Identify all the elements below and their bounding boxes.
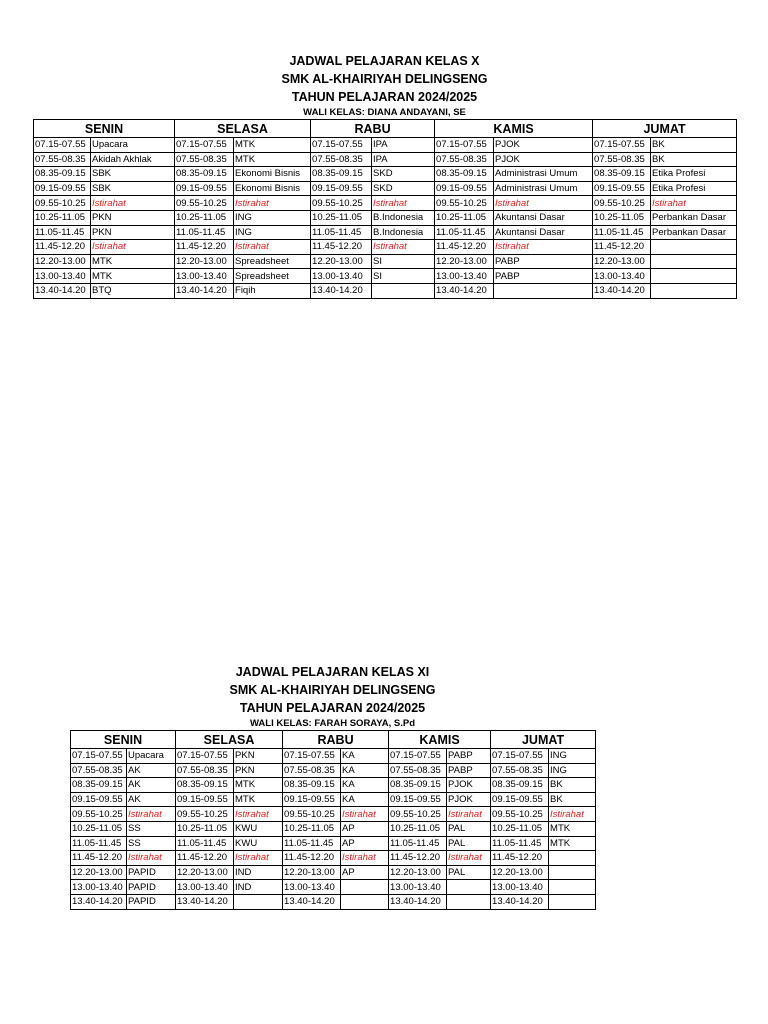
time-cell: 07.55-08.35 <box>176 763 234 778</box>
time-cell: 07.55-08.35 <box>435 152 494 167</box>
time-cell: 09.55-10.25 <box>389 807 447 822</box>
time-cell: 08.35-09.15 <box>593 167 651 182</box>
day-header-rabu: RABU <box>283 731 389 749</box>
subject-cell: SBK <box>91 181 175 196</box>
time-cell: 11.05-11.45 <box>389 836 447 851</box>
time-cell: 12.20-13.00 <box>491 865 549 880</box>
schedule-body <box>71 749 596 910</box>
table-row <box>71 836 596 851</box>
subject-cell: Istirahat <box>234 240 311 255</box>
time-cell: 08.35-09.15 <box>71 778 127 793</box>
time-cell: 13.00-13.40 <box>283 880 341 895</box>
time-cell: 10.25-11.05 <box>283 821 341 836</box>
table-row <box>71 865 596 880</box>
subject-cell: Istirahat <box>91 196 175 211</box>
time-cell: 11.05-11.45 <box>491 836 549 851</box>
homeroom-teacher: WALI KELAS: DIANA ANDAYANI, SE <box>303 107 466 118</box>
subject-cell: B.Indonesia <box>372 210 435 225</box>
subject-cell: IPA <box>372 138 435 153</box>
time-cell: 10.25-11.05 <box>71 821 127 836</box>
time-cell: 12.20-13.00 <box>593 254 651 269</box>
subject-cell <box>549 894 596 909</box>
time-cell: 09.15-09.55 <box>175 181 234 196</box>
time-cell: 09.55-10.25 <box>491 807 549 822</box>
subject-cell: Fiqih <box>234 283 311 298</box>
subject-cell: Akidah Akhlak <box>91 152 175 167</box>
time-cell: 07.15-07.55 <box>71 749 127 764</box>
subject-cell: IND <box>234 865 283 880</box>
subject-cell: Istirahat <box>234 807 283 822</box>
subject-cell: PABP <box>494 254 593 269</box>
time-cell: 09.15-09.55 <box>71 792 127 807</box>
time-cell: 09.15-09.55 <box>311 181 372 196</box>
time-cell: 07.55-08.35 <box>389 763 447 778</box>
subject-cell: Istirahat <box>234 196 311 211</box>
subject-cell <box>341 894 389 909</box>
subject-cell: Etika Profesi <box>651 167 737 182</box>
time-cell: 13.40-14.20 <box>491 894 549 909</box>
subject-cell: PKN <box>234 749 283 764</box>
subject-cell: MTK <box>234 792 283 807</box>
subject-cell <box>651 283 737 298</box>
day-header-selasa: SELASA <box>175 120 311 138</box>
subject-cell: Istirahat <box>341 807 389 822</box>
table-row <box>34 240 737 255</box>
time-cell: 10.25-11.05 <box>389 821 447 836</box>
subject-cell: Istirahat <box>494 240 593 255</box>
subject-cell: MTK <box>234 138 311 153</box>
school-name: SMK AL-KHAIRIYAH DELINGSENG <box>229 683 436 697</box>
table-row <box>71 763 596 778</box>
time-cell: 13.00-13.40 <box>175 269 234 284</box>
time-cell: 10.25-11.05 <box>311 210 372 225</box>
time-cell: 07.15-07.55 <box>176 749 234 764</box>
time-cell: 11.05-11.45 <box>311 225 372 240</box>
subject-cell <box>341 880 389 895</box>
subject-cell: Istirahat <box>447 807 491 822</box>
subject-cell: Spreadsheet <box>234 269 311 284</box>
schedule-table <box>70 730 596 910</box>
table-row <box>34 196 737 211</box>
subject-cell: ING <box>549 749 596 764</box>
time-cell: 11.45-12.20 <box>311 240 372 255</box>
subject-cell: KA <box>341 763 389 778</box>
time-cell: 10.25-11.05 <box>435 210 494 225</box>
time-cell: 11.45-12.20 <box>71 851 127 866</box>
time-cell: 07.15-07.55 <box>175 138 234 153</box>
time-cell: 07.55-08.35 <box>71 763 127 778</box>
time-cell: 12.20-13.00 <box>435 254 494 269</box>
time-cell: 07.55-08.35 <box>34 152 91 167</box>
time-cell: 13.00-13.40 <box>593 269 651 284</box>
time-cell: 13.40-14.20 <box>389 894 447 909</box>
subject-cell: Istirahat <box>341 851 389 866</box>
subject-cell: KWU <box>234 821 283 836</box>
time-cell: 07.15-07.55 <box>593 138 651 153</box>
time-cell: 11.45-12.20 <box>389 851 447 866</box>
subject-cell: PKN <box>91 225 175 240</box>
time-cell: 10.25-11.05 <box>176 821 234 836</box>
time-cell: 10.25-11.05 <box>34 210 91 225</box>
time-cell: 09.55-10.25 <box>593 196 651 211</box>
subject-cell: AP <box>341 865 389 880</box>
time-cell: 11.05-11.45 <box>175 225 234 240</box>
subject-cell: PKN <box>234 763 283 778</box>
subject-cell: KA <box>341 792 389 807</box>
subject-cell: AP <box>341 821 389 836</box>
subject-cell <box>549 865 596 880</box>
time-cell: 11.05-11.45 <box>71 836 127 851</box>
time-cell: 08.35-09.15 <box>491 778 549 793</box>
subject-cell <box>651 254 737 269</box>
subject-cell: Istirahat <box>651 196 737 211</box>
subject-cell: SKD <box>372 181 435 196</box>
subject-cell: SKD <box>372 167 435 182</box>
table-row <box>71 821 596 836</box>
schedule-title: JADWAL PELAJARAN KELAS XI <box>235 665 430 679</box>
subject-cell: SBK <box>91 167 175 182</box>
time-cell: 13.00-13.40 <box>34 269 91 284</box>
subject-cell: Spreadsheet <box>234 254 311 269</box>
day-header-row <box>34 120 737 138</box>
day-header-rabu: RABU <box>311 120 435 138</box>
subject-cell: Ekonomi Bisnis <box>234 167 311 182</box>
time-cell: 09.55-10.25 <box>283 807 341 822</box>
time-cell: 09.15-09.55 <box>491 792 549 807</box>
time-cell: 11.45-12.20 <box>593 240 651 255</box>
subject-cell: Istirahat <box>447 851 491 866</box>
subject-cell: PABP <box>494 269 593 284</box>
table-row <box>34 181 737 196</box>
subject-cell: MTK <box>234 778 283 793</box>
time-cell: 07.55-08.35 <box>593 152 651 167</box>
time-cell: 08.35-09.15 <box>389 778 447 793</box>
subject-cell: Istirahat <box>372 196 435 211</box>
time-cell: 09.15-09.55 <box>389 792 447 807</box>
subject-cell: AK <box>127 763 176 778</box>
subject-cell: PKN <box>91 210 175 225</box>
time-cell: 08.35-09.15 <box>176 778 234 793</box>
subject-cell: SS <box>127 836 176 851</box>
time-cell: 09.55-10.25 <box>71 807 127 822</box>
time-cell: 11.45-12.20 <box>175 240 234 255</box>
time-cell: 12.20-13.00 <box>175 254 234 269</box>
time-cell: 07.55-08.35 <box>311 152 372 167</box>
table-row <box>71 807 596 822</box>
subject-cell: BK <box>651 152 737 167</box>
subject-cell: PJOK <box>447 778 491 793</box>
time-cell: 09.15-09.55 <box>593 181 651 196</box>
subject-cell: Istirahat <box>127 851 176 866</box>
subject-cell <box>234 894 283 909</box>
schedule-title: JADWAL PELAJARAN KELAS X <box>289 54 480 68</box>
time-cell: 13.00-13.40 <box>491 880 549 895</box>
table-row <box>34 283 737 298</box>
subject-cell: Upacara <box>127 749 176 764</box>
subject-cell: PAPID <box>127 865 176 880</box>
subject-cell: PJOK <box>494 152 593 167</box>
day-header-kamis: KAMIS <box>435 120 593 138</box>
subject-cell: Ekonomi Bisnis <box>234 181 311 196</box>
table-row <box>71 894 596 909</box>
subject-cell: PAL <box>447 836 491 851</box>
subject-cell: Istirahat <box>372 240 435 255</box>
time-cell: 07.15-07.55 <box>389 749 447 764</box>
time-cell: 13.00-13.40 <box>311 269 372 284</box>
time-cell: 12.20-13.00 <box>34 254 91 269</box>
time-cell: 09.55-10.25 <box>435 196 494 211</box>
subject-cell: Istirahat <box>234 851 283 866</box>
day-header-row <box>71 731 596 749</box>
time-cell: 13.40-14.20 <box>593 283 651 298</box>
time-cell: 08.35-09.15 <box>283 778 341 793</box>
subject-cell: MTK <box>549 836 596 851</box>
subject-cell: PAL <box>447 821 491 836</box>
subject-cell: Istirahat <box>549 807 596 822</box>
time-cell: 13.40-14.20 <box>34 283 91 298</box>
table-row <box>34 138 737 153</box>
time-cell: 10.25-11.05 <box>593 210 651 225</box>
time-cell: 07.15-07.55 <box>491 749 549 764</box>
subject-cell: Perbankan Dasar <box>651 210 737 225</box>
time-cell: 11.05-11.45 <box>176 836 234 851</box>
subject-cell: PJOK <box>447 792 491 807</box>
subject-cell: SI <box>372 269 435 284</box>
subject-cell <box>651 269 737 284</box>
subject-cell: Perbankan Dasar <box>651 225 737 240</box>
time-cell: 13.40-14.20 <box>283 894 341 909</box>
day-header-jumat: JUMAT <box>491 731 596 749</box>
time-cell: 08.35-09.15 <box>175 167 234 182</box>
day-header-senin: SENIN <box>34 120 175 138</box>
time-cell: 13.40-14.20 <box>311 283 372 298</box>
time-cell: 09.15-09.55 <box>283 792 341 807</box>
subject-cell: ING <box>234 225 311 240</box>
subject-cell: Akuntansi Dasar <box>494 210 593 225</box>
subject-cell: ING <box>234 210 311 225</box>
time-cell: 07.55-08.35 <box>175 152 234 167</box>
time-cell: 07.55-08.35 <box>491 763 549 778</box>
subject-cell <box>549 851 596 866</box>
subject-cell: Istirahat <box>91 240 175 255</box>
time-cell: 13.40-14.20 <box>176 894 234 909</box>
time-cell: 11.05-11.45 <box>283 836 341 851</box>
subject-cell: SS <box>127 821 176 836</box>
subject-cell <box>494 283 593 298</box>
time-cell: 08.35-09.15 <box>435 167 494 182</box>
table-row <box>34 254 737 269</box>
day-header-jumat: JUMAT <box>593 120 737 138</box>
table-row <box>34 210 737 225</box>
subject-cell: MTK <box>234 152 311 167</box>
time-cell: 07.15-07.55 <box>34 138 91 153</box>
subject-cell: IPA <box>372 152 435 167</box>
subject-cell: KA <box>341 749 389 764</box>
subject-cell: BK <box>549 778 596 793</box>
time-cell: 09.15-09.55 <box>435 181 494 196</box>
time-cell: 11.45-12.20 <box>176 851 234 866</box>
subject-cell: PABP <box>447 763 491 778</box>
time-cell: 11.45-12.20 <box>283 851 341 866</box>
subject-cell: MTK <box>91 254 175 269</box>
time-cell: 10.25-11.05 <box>175 210 234 225</box>
table-row <box>71 792 596 807</box>
table-row <box>34 167 737 182</box>
subject-cell: PAPID <box>127 880 176 895</box>
subject-cell: PAL <box>447 865 491 880</box>
time-cell: 08.35-09.15 <box>311 167 372 182</box>
subject-cell <box>549 880 596 895</box>
table-row <box>71 880 596 895</box>
subject-cell: AK <box>127 792 176 807</box>
school-name: SMK AL-KHAIRIYAH DELINGSENG <box>281 72 488 86</box>
schedule-body <box>34 138 737 299</box>
subject-cell: AP <box>341 836 389 851</box>
table-row <box>71 778 596 793</box>
table-row <box>71 851 596 866</box>
academic-year: TAHUN PELAJARAN 2024/2025 <box>239 701 426 715</box>
subject-cell: B.Indonesia <box>372 225 435 240</box>
subject-cell: ING <box>549 763 596 778</box>
time-cell: 12.20-13.00 <box>311 254 372 269</box>
time-cell: 11.45-12.20 <box>491 851 549 866</box>
day-header-kamis: KAMIS <box>389 731 491 749</box>
day-header-selasa: SELASA <box>176 731 283 749</box>
subject-cell: BTQ <box>91 283 175 298</box>
time-cell: 13.00-13.40 <box>71 880 127 895</box>
table-row <box>71 749 596 764</box>
time-cell: 09.55-10.25 <box>34 196 91 211</box>
subject-cell: Istirahat <box>127 807 176 822</box>
subject-cell: PABP <box>447 749 491 764</box>
time-cell: 11.05-11.45 <box>435 225 494 240</box>
subject-cell: PJOK <box>494 138 593 153</box>
subject-cell: AK <box>127 778 176 793</box>
time-cell: 09.15-09.55 <box>34 181 91 196</box>
subject-cell: IND <box>234 880 283 895</box>
time-cell: 09.55-10.25 <box>176 807 234 822</box>
time-cell: 07.15-07.55 <box>435 138 494 153</box>
time-cell: 12.20-13.00 <box>71 865 127 880</box>
subject-cell: Etika Profesi <box>651 181 737 196</box>
time-cell: 09.55-10.25 <box>311 196 372 211</box>
subject-cell: Akuntansi Dasar <box>494 225 593 240</box>
subject-cell: KWU <box>234 836 283 851</box>
academic-year: TAHUN PELAJARAN 2024/2025 <box>291 90 478 104</box>
time-cell: 09.15-09.55 <box>176 792 234 807</box>
subject-cell <box>447 894 491 909</box>
time-cell: 12.20-13.00 <box>176 865 234 880</box>
time-cell: 13.40-14.20 <box>175 283 234 298</box>
table-row <box>34 269 737 284</box>
time-cell: 11.45-12.20 <box>435 240 494 255</box>
time-cell: 13.00-13.40 <box>435 269 494 284</box>
time-cell: 07.55-08.35 <box>283 763 341 778</box>
time-cell: 13.40-14.20 <box>435 283 494 298</box>
subject-cell: PAPID <box>127 894 176 909</box>
schedule-kelas-xi <box>70 663 595 910</box>
table-row <box>34 152 737 167</box>
subject-cell: MTK <box>91 269 175 284</box>
time-cell: 11.45-12.20 <box>34 240 91 255</box>
time-cell: 11.05-11.45 <box>593 225 651 240</box>
subject-cell <box>447 880 491 895</box>
time-cell: 07.15-07.55 <box>283 749 341 764</box>
time-cell: 11.05-11.45 <box>34 225 91 240</box>
time-cell: 13.40-14.20 <box>71 894 127 909</box>
subject-cell: Upacara <box>91 138 175 153</box>
subject-cell: Istirahat <box>494 196 593 211</box>
subject-cell: KA <box>341 778 389 793</box>
subject-cell <box>651 240 737 255</box>
time-cell: 09.55-10.25 <box>175 196 234 211</box>
time-cell: 08.35-09.15 <box>34 167 91 182</box>
time-cell: 13.00-13.40 <box>176 880 234 895</box>
table-row <box>34 225 737 240</box>
homeroom-teacher: WALI KELAS: FARAH SORAYA, S.Pd <box>249 718 416 729</box>
time-cell: 10.25-11.05 <box>491 821 549 836</box>
time-cell: 13.00-13.40 <box>389 880 447 895</box>
day-header-senin: SENIN <box>71 731 176 749</box>
schedule-kelas-x <box>33 52 736 299</box>
subject-cell: Administrasi Umum <box>494 181 593 196</box>
subject-cell: BK <box>549 792 596 807</box>
schedule-table <box>33 119 737 299</box>
subject-cell: SI <box>372 254 435 269</box>
time-cell: 12.20-13.00 <box>283 865 341 880</box>
subject-cell: BK <box>651 138 737 153</box>
subject-cell <box>372 283 435 298</box>
time-cell: 07.15-07.55 <box>311 138 372 153</box>
subject-cell: Administrasi Umum <box>494 167 593 182</box>
subject-cell: MTK <box>549 821 596 836</box>
time-cell: 12.20-13.00 <box>389 865 447 880</box>
